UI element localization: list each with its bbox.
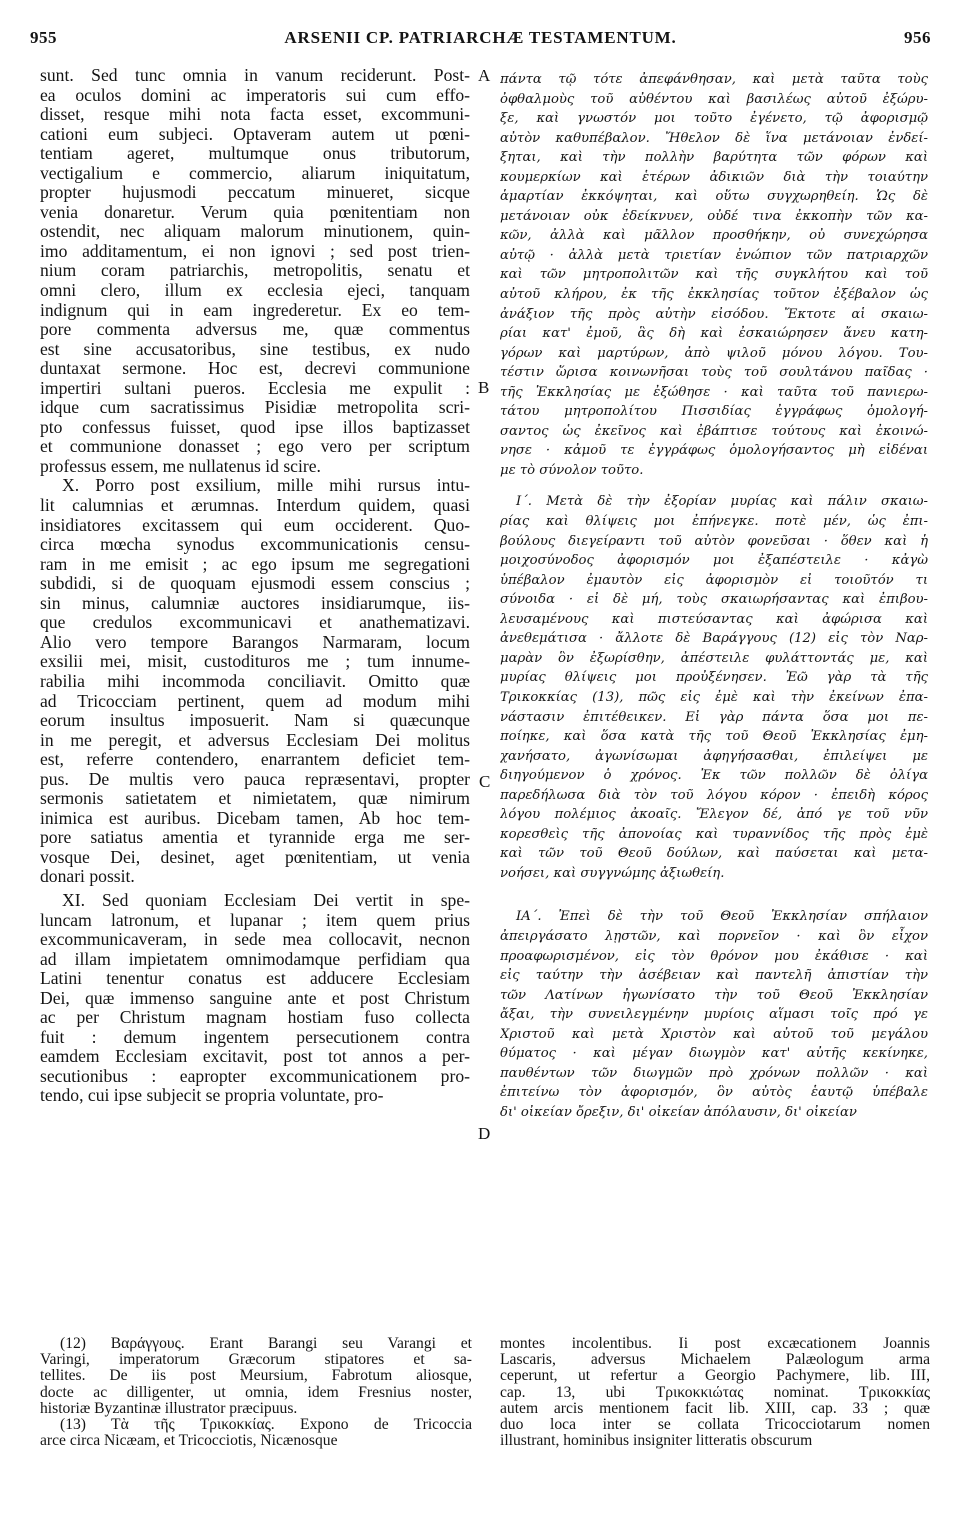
latin-text-line: luncam latronum, et lupanar ; item quem prius [40,909,470,930]
greek-text-line: Χριστοῦ καὶ μετὰ Χριστὸν καὶ αὐτοῦ τοῦ μεγάλου [500,1026,928,1042]
latin-text-line: secutionibus : eapropter excommunicationem pro- [40,1065,470,1086]
greek-text-line: νησε · κἀμοῦ τε ἐγγράφως ὁμολογήσαντος μὴ εἰδέναι [500,443,928,459]
greek-text-line: γόρων καὶ μαρτύρων, ἀπὸ ψιλοῦ μόνου λόγου. Του- [500,345,928,361]
latin-text-line: pto confessus fuisset, quod ipse illos baptizasset [40,416,470,437]
latin-text-line: que credulos excommunicavi et anathematizavi. [40,612,470,633]
greek-text-line: νάστασιν ἐπιτέθεικεν. Εἰ γὰρ πάντα ὅσα μοι πε- [500,709,928,725]
latin-text-line: lit calumnias et ærumnas. Interdum quidem, quasi [40,495,470,516]
greek-text-line: καὶ τῶν μητροπολιτῶν καὶ τῆς συγκλήτου καὶ τοῦ [500,267,928,283]
latin-text-line: ac per Christum magnam hostiam fuso collecta [40,1007,470,1028]
greek-text-line: μετάνοιαν οὐκ ἐδείκνυεν, οὐδέ τινα ἐκκοπὴν τῶν κα- [500,208,928,224]
margin-marker-a: A [478,66,491,85]
latin-text-line: Alio vero tempore Barangos Narmaram, locum [40,631,470,652]
latin-text-line: rabilia mihi incommoda conciliavit. Omitto quæ [40,670,470,691]
greek-text-line: τέστιν ὥρισα κοινωνῆσαι τοὺς τοῦ σουλτάνου παῖδας · [500,365,928,381]
latin-text-line: imo additamentum, ei non ignovi ; sed post trien- [40,240,470,261]
latin-text-line: sin minus, calumniæ auctores insidiarumque, iis- [40,592,470,613]
footnote-line: cap. 13, ubi Τρικοκκιώτας nominat. Τρικοκκίας [500,1383,930,1401]
greek-text-line: θύματος · καὶ μέγαν διωγμὸν κατ' αὐτῆς κεκίνηκε, [500,1046,928,1062]
latin-text-line: ad Tricocciam pertinent, quem ad modum mihi [40,690,470,711]
greek-text-line: ποίηκε, καὶ ὅσα κατὰ τῆς τοῦ Θεοῦ Ἐκκλησίας ἐμη- [500,729,928,745]
latin-text-line: vosque Dei, desinet, aget pœnitentiam, ut venia [40,846,470,867]
footnote-line: (12) Βαράγγους. Erant Barangi seu Varangi et [60,1335,472,1352]
greek-column [500,70,928,1122]
latin-text-line: donari possit. [40,866,135,887]
greek-text-line: Ι΄. Μετὰ δὲ τὴν ἐξορίαν μυρίας καὶ πάλιν σκαιω- [516,494,928,510]
footnote-line: tellites. De iis post Meursium, Fabrotum aliosque, [40,1367,472,1385]
greek-text-line: μοιχοσύνοδος ἀφορισμόν μοι ἐξαπέστειλε · κἀγὼ [500,553,928,569]
greek-text-line: κῶν, ἀλλὰ καὶ μᾶλλον προσθήκην, οὐ συνεχώρησα [500,228,928,244]
latin-text-line: propter hujusmodi peccatum minueret, sicque [40,182,470,203]
greek-text-line: αὐτὸν καθυπέβαλον. Ἤθελον δὲ ἵνα μετάνοιαν ἐνδεί- [500,130,928,146]
latin-text-line: impertiri sultani pueros. Ecclesia me expulit : [40,377,470,398]
latin-text-line: sunt. Sed tunc omnia in vanum reciderunt. Post- [40,66,470,85]
greek-text-line: βούλους διεγείραντι τοῦ αὐτὸν φονεῦσαι · ὅθεν καὶ ἡ [500,533,928,549]
greek-text-line: ὀφθαλμοὺς τοῦ αὐθέντου καὶ βασιλέως αὐτοῦ ἐξώρυ- [500,91,928,107]
greek-text-line: αὐτοῦ κλήρου, ἐκ τῆς ἐκκλησίας τοῦτον ἐξέβαλον ὡς [500,287,928,303]
running-title: ARSENII CP. PATRIARCHÆ TESTAMENTUM. [284,28,677,47]
footnote-line: Lascaris, adversus Michaelem Palæologum arma [500,1351,930,1369]
greek-text-line: νοήσει, καὶ συγγνώμης ἀξιωθείη. [500,865,725,881]
latin-text-line: pore satiatus amentia et tyrannide erga me ser- [40,827,470,848]
greek-text-line: λόγου πολέμιος ἀκοαῖς. Ἔλεγον δέ, ἀπό γε τοῦ νῦν [500,807,928,823]
latin-text-line: indignum qui in eam ingrederetur. Ex eo tem- [40,299,470,320]
margin-marker-d: D [478,1124,491,1143]
latin-text-line: professus essem, me nullatenus id scire. [40,455,321,476]
latin-text-line: cationi eum subjeci. Optaveram autem ut pœni- [40,123,470,144]
paragraph-gap [500,883,928,907]
greek-text-line: ἀνάξιον τῆς πρὸς αὐτὴν εἰσόδου. Ἔκτοτε αἱ σκαιω- [500,306,928,322]
latin-text-line: est sine accusatoribus, sine testibus, ex nudo [40,338,470,359]
greek-text-line: δι' οἰκείαν ὄρεξιν, δι' οἰκείαν ἀπόλαυσιν, δι' οἰκείαν [500,1104,857,1120]
footnote-line: montes incolentibus. Ii post excæcationem Joannis [500,1335,930,1352]
greek-text-line: ξε, καὶ γνωστόν μοι τοῦτο ἐγένετο, τῷ ἀφορισμῷ [500,111,928,127]
greek-text-line: εἰς ταύτην τὴν ἀσέβειαν καὶ παντελῆ ἀπιστίαν τὴν [500,968,928,984]
greek-text-line: προαφωρισμένον, εἰς τὸν θρόνον μου ἐκάθισε · καὶ [500,948,928,964]
greek-text-line: ἐπιτείνω τὸν ἀφορισμόν, ὃν αὐτὸς ἑαυτῷ ὑπέβαλε [500,1085,928,1101]
latin-text-line: subdidi, si de quoquam ejusmodi essem conscius ; [40,573,470,594]
greek-text-line: ΙΑ΄. Ἐπεὶ δὲ τὴν τοῦ Θεοῦ Ἐκκλησίαν σπήλαιον [516,909,928,925]
latin-text-line: excommunicaveram, in sede mea collocavit, necnon [40,929,470,950]
page-number-left: 955 [30,28,57,47]
greek-text-line: πάντα τῷ τότε ἀπεφάνθησαν, καὶ μετὰ ταῦτα τοὺς [500,72,928,87]
latin-text-line: disset, resque mihi nota facta esset, excommuni- [40,104,470,125]
latin-text-line: duntaxat sermone. Hoc est, decrevi communione [40,358,470,379]
greek-text-line: με τὸ σύνολον τοῦτο. [500,462,644,478]
greek-text-line: ξηται, καὶ τὴν πολλὴν βαρύτητα τῶν φόρων καὶ [500,150,928,166]
latin-text-line: eorum insultus imposuerit. Nam si quæcunque [40,710,470,731]
latin-text-line: tentiam ageret, multumque onus tributorum, [40,143,470,164]
latin-text-line: XI. Sed quoniam Ecclesiam Dei vertit in spe- [62,889,470,910]
greek-text-line: χανήσατο, ἀγωνίσωμαι ἀφηγήσασθαι, ἐπιλείψει με [500,748,928,764]
latin-text-line: pore commenta adversus me, quæ commentus [40,319,470,340]
latin-text-line: et communione donasset ; ego vero per scriptum [40,436,470,457]
footnote-line: docte ac dilligenter, ut omnia, idem Fresnius noster, [40,1383,472,1401]
footnote-line: duo loca inter se collata Tricocciotarum nomen [500,1416,930,1434]
page-number-right: 956 [904,28,931,47]
footnote-line: Varingi, imperatorum Græcorum stipatores et sa- [40,1351,472,1369]
latin-text-line: idque cum sacratissimus Pisidiæ metropolita scri- [40,397,470,418]
greek-text-line: κορεσθεὶς τῆς ἀπονοίας καὶ τυραννίδος τῆς πρὸς ἐμὲ [500,826,928,842]
greek-text-line: Τρικοκκίας (13), πῶς εἰς ἐμὲ καὶ τὴν ἐκείνων ἐπα- [500,689,928,705]
latin-text-line: tendo, cui ipse subjecit se propria voluntate, pro- [40,1085,384,1106]
margin-marker-c: C [479,772,491,791]
latin-text-line: nium coram patriarchis, metropolitis, senatu et [40,260,470,281]
greek-text-line: παυθέντων τῶν διωγμῶν πρὸ χρόνων πολλῶν · καὶ [500,1065,928,1081]
greek-text-line: ἁμαρτίαν ἐκκόψηται, καὶ οὕτω συγχωρηθείη. Ὡς δὲ [500,189,928,205]
latin-column [40,66,470,1106]
latin-text-line: circa mœcha synodus excommunicationis censu- [40,534,470,555]
footnote-line: illustrant, hominibus insigniter litteratis obscurum [500,1432,813,1450]
footnotes-left [40,1336,472,1449]
footnote-line: autem arcis mentionem facit lib. XIII, cap. 33 ; quæ [500,1399,930,1417]
margin-marker-b: B [478,378,490,397]
footnote-line: historiæ Byzantinæ illustrator præcipuus. [40,1399,298,1417]
greek-text-line: κουμερκίων καὶ ἑτέρων ἀδικιῶν διὰ τὴν τοιαύτην [500,169,928,185]
footnote-line: arce circa Nicæam, et Tricocciotis, Nicænosque [40,1432,338,1450]
greek-text-line: ἀνεθεμάτισα · ἄλλοτε δὲ Βαράγγους (12) εἰς τὸν Ναρ- [500,631,928,647]
greek-text-line: ἄξαι, τὴν συνειλεγμένην μυρίοις αἵμασι τοῖς πρό γε [500,1007,928,1023]
greek-text-line: ρίας καὶ θλίψεις μοι ἐπήνεγκε. ποτὲ μέν, ὡς ἐπι- [500,514,928,530]
greek-text-line: ρίαι κατ' ἐμοῦ, ἃς δὴ καὶ ἐσκαιώρησεν ἄνευ κατη- [500,326,928,342]
paragraph-gap [500,480,928,492]
greek-text-line: διηγούμενον ὁ χρόνος. Ἐκ τῶν πολλῶν δὲ ὀλίγα [500,768,928,784]
greek-text-line: παρεδήλωσα διὰ τὸν τοῦ λόγου κόρον · ἐπειδὴ κόρος [500,787,928,803]
footnote-line: (13) Τὰ τῆς Τρικοκκίας. Expono de Tricoccia [60,1416,472,1434]
latin-text-line: X. Porro post exsilium, mille mihi rursus intu- [62,475,470,496]
greek-text-line: τῶν Λατίνων ἠγωνίσατο τὴν τοῦ Θεοῦ Ἐκκλησίαν [500,987,928,1003]
latin-text-line: insidiatores excitassem qui eum occiderent. Quo- [40,514,470,535]
latin-text-line: exsilii mei, misit, custodituros me ; tum innume- [40,651,470,672]
greek-text-line: ἀπειργάσατο λῃστῶν, καὶ πορνεῖον · καὶ ὃν εἶχον [500,928,928,944]
latin-text-line: venia donaretur. Verum quia pœnitentiam non [40,201,470,222]
latin-text-line: inimica est auribus. Dicebam tamen, Ab hoc tem- [40,807,470,828]
latin-text-line: ea oculos domini ac imperatoris sui cum effo- [40,84,470,105]
greek-text-line: αὐτῷ · ἀλλὰ μετὰ τριετίαν ἐνώπιον τῶν πατριαρχῶν [500,247,928,263]
greek-text-line: μαρὰν ὃν ἐξωρίσθην, ἀπέστειλε φυλάττοντάς με, καὶ [500,650,928,666]
latin-text-line: in me peregit, et adversus Ecclesiam Dei molitus [40,729,470,750]
greek-text-line: τῆς Ἐκκλησίας με ἐξώθησε · καὶ ταῦτα τοῦ πανιερω- [500,384,928,400]
greek-text-line: σύνοιδα · εἰ δὲ μή, τοὺς σκαιωρήσαντας καὶ ἐπιβου- [500,592,928,608]
latin-text-line: eamdem Ecclesiam excitavit, post tot annos a per- [40,1046,470,1067]
greek-text-line: καὶ τῶν τοῦ Θεοῦ δούλων, καὶ παύσεται καὶ μετα- [500,846,928,862]
latin-text-line: Latini tenentur conatus est adducere Ecclesiam [40,968,470,989]
latin-text-line: ostendit, nec aliquam malorum minutionem, quin- [40,221,470,242]
footnotes-right [500,1336,930,1449]
latin-text-line: ram in me emisit ; ac ego ipsum me segregationi [40,553,470,574]
latin-text-line: fuit : demum ingentem persecutionem contra [40,1026,470,1047]
latin-text-line: pus. De multis vero pauca repræsentavi, propter [40,768,470,789]
latin-text-line: vectigalium e commercio, aliarum iniquitatum, [40,162,470,183]
greek-text-line: μυρίας θλίψεις μοι προὐξένησεν. Ἐῶ γὰρ τὰ τῆς [500,670,928,686]
greek-text-line: ὑπέβαλον ἐμαυτὸν εἰς ἀφορισμὸν εἰ τοιοῦτόν τι [500,572,928,588]
latin-text-line: sermonis satietatem et nimietatem, quæ nimirum [40,788,470,809]
latin-text-line: ad illam impietatem omnimodamque perfidiam qua [40,948,470,969]
latin-text-line: est, referre contendero, enarrantem deficiet tem- [40,749,470,770]
greek-text-line: λευσαμένους καὶ πιστεύσαντας καὶ ἀφώρισα καὶ [500,611,928,627]
page-header [26,20,935,54]
footnote-line: ceperunt, ut refertur a Georgio Pachymere, lib. III, [500,1367,930,1385]
greek-text-line: τάτου μητροπολίτου Πισσιδίας ἐγγράφως ὁμολογή- [500,404,928,420]
latin-text-line: omni clero, illum ex ecclesia ejeci, tanquam [40,280,470,301]
latin-text-line: Dei, quæ immenso sanguine ante et post Christum [40,987,470,1008]
greek-text-line: σαντος ὡς ἐκεῖνος καὶ ἐβάπτισε τούτους καὶ ἐκοινώ- [500,423,928,439]
